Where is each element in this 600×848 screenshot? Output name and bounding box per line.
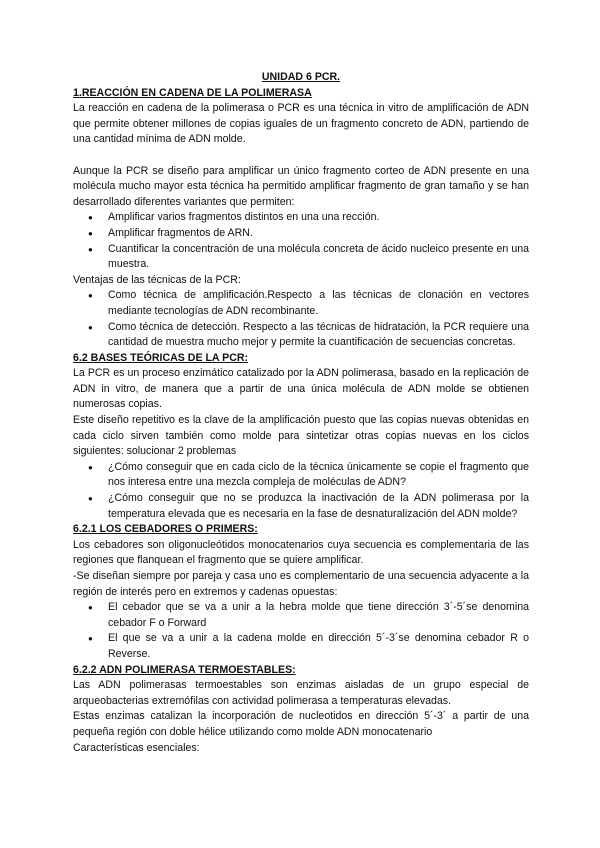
list-item: ● Como técnica de detección. Respecto a las técnicas de hidratación, la PCR requiere una cantidad de muestra mucho mejor y permite la cuantificación de secuencias concretas. bbox=[73, 320, 529, 351]
list-item: ● Amplificar fragmentos de ARN. bbox=[73, 226, 529, 242]
paragraph: Ventajas de las técnicas de la PCR: bbox=[73, 273, 241, 286]
paragraph: Estas enzimas catalizan la incorporación de nucleotidos en dirección 5´-3´ a partir de una pequeña región con doble hélice utilizando como molde ADN monocatenario bbox=[73, 710, 529, 738]
paragraph: Este diseño repetitivo es la clave de la amplificación puesto que las copias nuevas obtenidas en cada ciclo sirven también como molde para sintetizar otras copias nuevas en los ciclos siguientes: solucionar 2 problemas bbox=[73, 414, 529, 458]
list-item: ● Amplificar varios fragmentos distintos en una una rección. bbox=[73, 210, 529, 226]
bullet-list-problems bbox=[73, 460, 529, 522]
list-item: ● Como técnica de amplificación.Respecto a las técnicas de clonación en vectores mediante tecnologías de ADN recombinante. bbox=[73, 288, 529, 319]
paragraph: La PCR es un proceso enzimático catalizado por la ADN polimerasa, basado en la replicación de ADN in vitro, de manera que a partir de una única molécula de ADN molde se obtienen numerosas copias. bbox=[73, 367, 529, 411]
list-item: ● ¿Cómo conseguir que no se produzca la inactivación de la ADN polimerasa por la temperatura elevada que es necesaria en la fase de desnaturalización del ADN molde? bbox=[73, 491, 529, 522]
paragraph: Los cebadores son oligonucleótidos monocatenarios cuya secuencia es complementaria de las regiones que flanquean el fragmento que se quiere amplificar. bbox=[73, 538, 529, 567]
list-item: ● El cebador que se va a unir a la hebra molde que tiene dirección 3´-5´se denomina cebador F o Forward bbox=[73, 600, 529, 631]
paragraph: La reacción en cadena de la polimerasa o PCR es una técnica in vitro de amplificación de ADN que permite obtener millones de copias iguales de un fragmento concreto de ADN, partiendo de una cantidad mínima de ADN molde. bbox=[73, 102, 529, 146]
list-item: ● El que se va a unir a la cadena molde en dirección 5´-3´se denomina cebador R o Reverse. bbox=[73, 631, 529, 662]
spacer bbox=[73, 148, 529, 164]
bullet-list-variants bbox=[73, 210, 529, 272]
section-heading-bases: 6.2 BASES TEÓRICAS DE LA PCR: bbox=[73, 351, 249, 364]
list-item: ● ¿Cómo conseguir que en cada ciclo de la técnica únicamente se copie el fragmento que nos interesa entre una mezcla compleja de moléculas de ADN? bbox=[73, 460, 529, 491]
document-page bbox=[73, 70, 529, 756]
section-heading-primers: 6.2.1 LOS CEBADORES O PRIMERS: bbox=[73, 523, 258, 536]
paragraph: Aunque la PCR se diseño para amplificar un único fragmento corteo de ADN presente en una molécula mucho mayor esta técnica ha permitido amplificar fragmento de gran tamaño y se han desarrollado diferentes variantes que permiten: bbox=[73, 164, 529, 208]
page-title: UNIDAD 6 PCR. bbox=[261, 71, 341, 83]
bullet-list-advantages bbox=[73, 288, 529, 350]
paragraph: Las ADN polimerasas termoestables son enzimas aisladas de un grupo especial de arqueobacterias extremófilas con actividad polimerasa a temperaturas elevadas. bbox=[73, 679, 529, 707]
bullet-list-primers bbox=[73, 600, 529, 662]
paragraph: -Se diseñan siempre por pareja y casa uno es complementario de una secuencia adyacente a la región de interés pero en extremos y cadenas opuestas: bbox=[73, 570, 529, 598]
list-item: ● Cuantificar la concentración de una molécula concreta de ácido nucleico presente en una muestra. bbox=[73, 242, 529, 273]
paragraph: Características esenciales: bbox=[73, 741, 200, 754]
section-heading-polymerase: 6.2.2 ADN POLIMERASA TERMOESTABLES: bbox=[73, 663, 296, 676]
section-heading-pcr: 1.REACCIÓN EN CADENA DE LA POLIMERASA bbox=[73, 86, 312, 99]
